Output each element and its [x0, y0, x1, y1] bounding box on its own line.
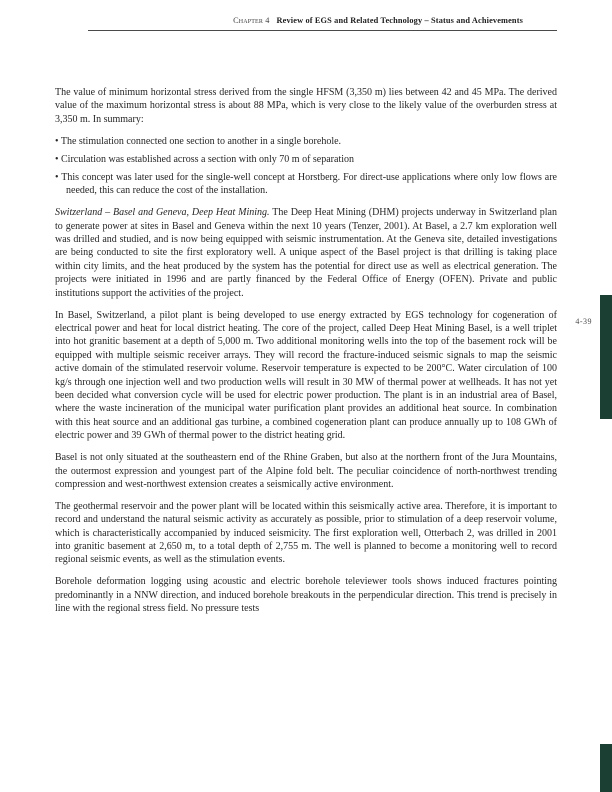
bullet-text: This concept was later used for the single-well concept at Horstberg. For direct-use applications where only low flows are needed, this can reduce the cost of the installation.	[61, 171, 557, 197]
running-header-title: Review of EGS and Related Technology – Status and Achievements	[276, 16, 523, 25]
bottom-tab-marker	[600, 744, 612, 792]
paragraph-reservoir-seismicity: The geothermal reservoir and the power plant will be located within this seismically active area. Therefore, it is important to record and understand the natural seismic activity as accurately as possible, prior to stimulation of a deep reservoir volume, which is characteristically accompanied by induced seismicity. The first exploration well, Otterbach 2, was drilled in 2001 into granitic basement at 2,650 m, to a total depth of 2,755 m. The well is planned to become a monitoring well to record regional seismic events, as well as the stimulation events.	[55, 500, 557, 566]
paragraph-intro: The value of minimum horizontal stress derived from the single HFSM (3,350 m) lies between 42 and 45 MPa. The derived value of the maximum horizontal stress is about 88 MPa, which is very close to the likely value of the overburden stress at 3,350 m. In summary:	[55, 87, 557, 125]
chapter-label: Chapter 4	[233, 16, 270, 25]
bullet-list	[55, 135, 557, 198]
body-text	[55, 86, 557, 624]
bullet-item	[55, 171, 557, 198]
paragraph-rhine-graben: Basel is not only situated at the southeastern end of the Rhine Graben, but also at the northern front of the Jura Mountains, the outermost expression and youngest part of the Alpine fold belt. The peculiar coincidence of north-northwest trending compression and west-northwest extension creates a seismically active environment.	[55, 452, 557, 490]
paragraph-basel-plant: In Basel, Switzerland, a pilot plant is being developed to use energy extracted by EGS technology for cogeneration of electrical power and heat for local district heating. The core of the project, called Deep Heat Mining Basel, is a well triplet into hot granitic basement at a depth of 5,000 m. Two additional monitoring wells into the top of the basement rock will be equipped with multiple seismic receiver arrays. They will record the fracture-induced seismic signals to map the seismic active domain of the stimulated reservoir volume. Reservoir temperature is expected to be 200°C. Water circulation of 100 kg/s through one injection well and two production wells will result in 30 MW of thermal power at wellheads. It has not yet been decided what conversion cycle will be used for electric power production. The plant is in an industrial area of Basel, where the waste incineration of the municipal water purification plant provides an additional heat source. In combination with this heat source and an additional gas turbine, a combined cogeneration plant can produce annually up to 108 GWh of electric power and 39 GWh of thermal power to the district heating grid.	[55, 309, 557, 442]
bullet-marker: •	[55, 153, 59, 165]
page-number: 4-39	[575, 317, 592, 326]
running-header	[55, 16, 557, 25]
bullet-marker: •	[55, 135, 59, 147]
chapter-tab-marker	[600, 295, 612, 419]
bullet-text: Circulation was established across a section with only 70 m of separation	[61, 153, 355, 165]
bullet-item	[55, 135, 557, 148]
bullet-item	[55, 153, 557, 166]
header-rule	[88, 30, 557, 31]
paragraph-rest: The Deep Heat Mining (DHM) projects underway in Switzerland plan to generate power at sites in Basel and Geneva within the next 10 years (Tenzer, 2001). At Basel, a 2.7 km exploration well was drilled and studied, and is now being equipped with seismic instrumentation. At the Geneva site, detailed investigations are being conducted to site the first exploratory well. A unique aspect of the Basel project is that drilling is taking place within city limits, and the heat produced by the system has the potential for direct use as well as electrical generation. The projects were initiated in 1996 and are partly financed by the Federal Office of Energy (OFEN). Private and public institutions support the activities of the project.	[55, 207, 557, 299]
bullet-marker: •	[55, 171, 59, 183]
paragraph-switzerland	[55, 206, 557, 300]
bullet-text: The stimulation connected one section to another in a single borehole.	[60, 135, 342, 147]
paragraph-lead-italic: Switzerland – Basel and Geneva, Deep Heat Mining.	[55, 207, 270, 219]
paragraph-borehole-logging: Borehole deformation logging using acoustic and electric borehole televiewer tools shows induced fractures pointing predominantly in a NNW direction, and induced borehole breakouts in the perpendicular direction. This trend is precisely in line with the regional stress field. No pressure tests	[55, 576, 557, 615]
